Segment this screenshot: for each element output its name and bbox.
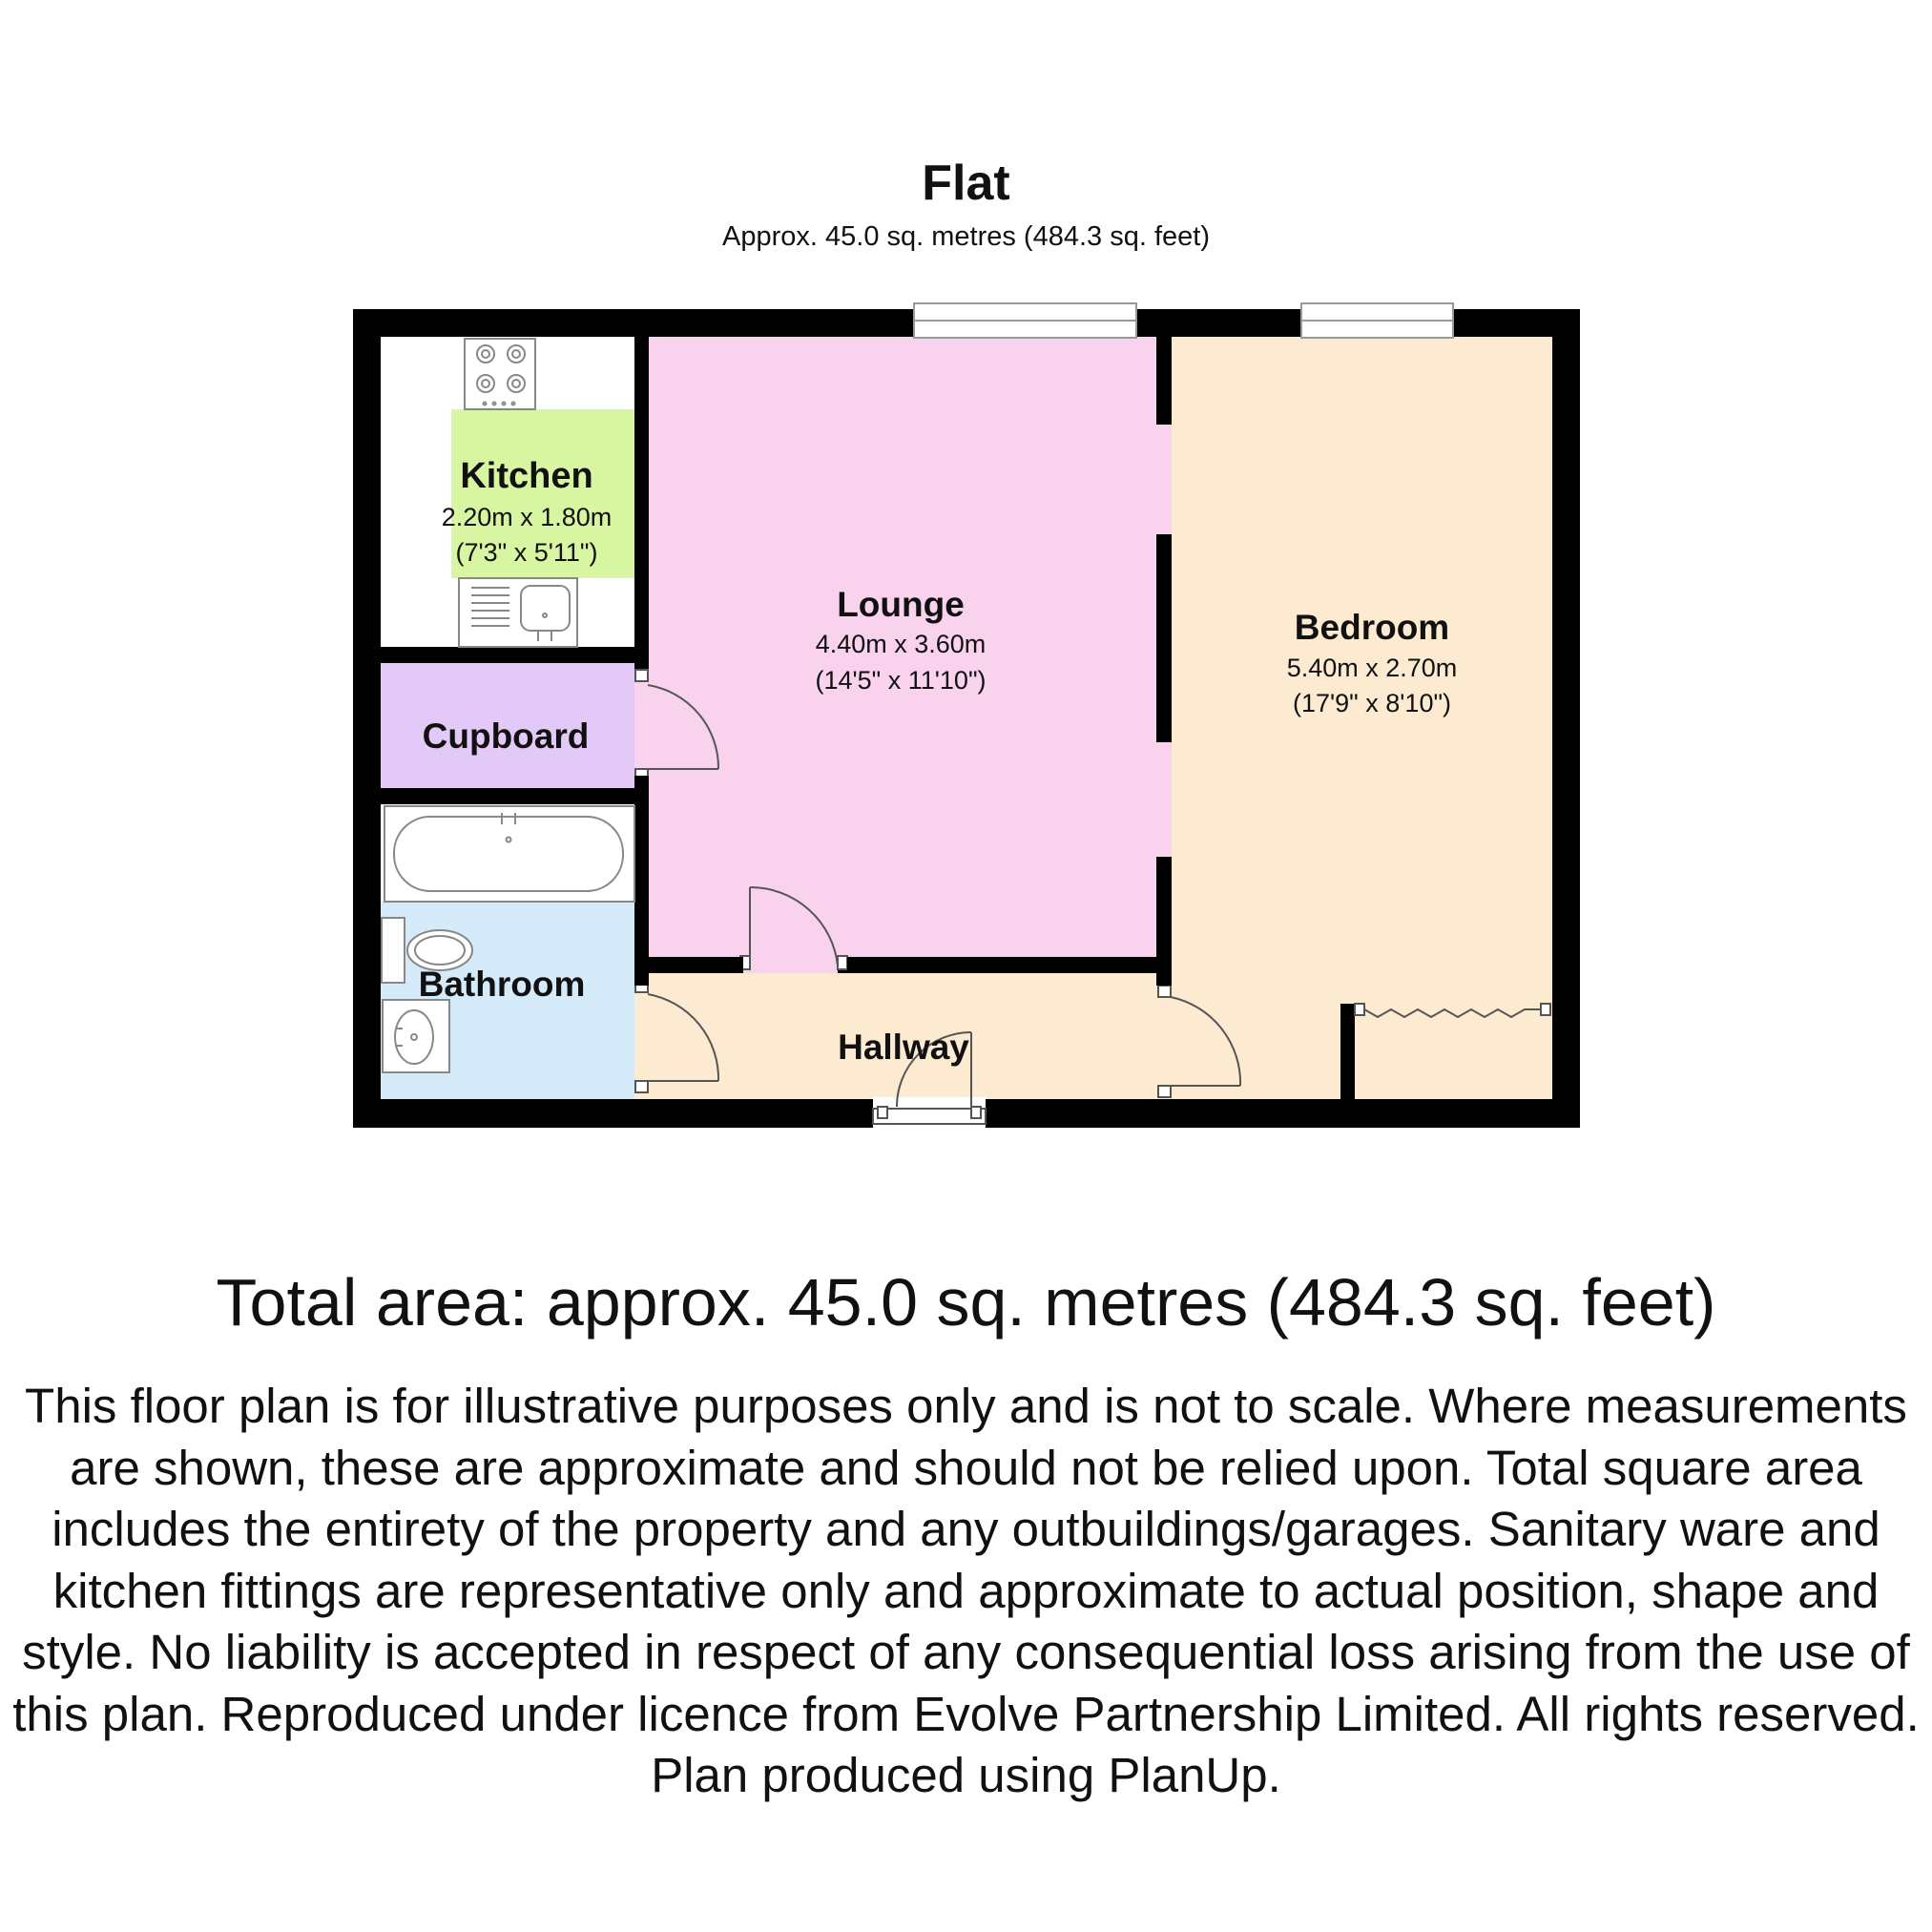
hob-icon [465, 339, 535, 409]
plan-subtitle: Approx. 45.0 sq. metres (484.3 sq. feet) [722, 221, 1210, 252]
bedroom-door-gap [1156, 986, 1172, 1092]
wall-lounge-left [634, 776, 649, 986]
bathroom-door-gap [634, 986, 649, 1091]
bath-icon [384, 806, 634, 902]
disclaimer-text: This floor plan is for illustrative purposes only and is not to scale. Where measurements are shown, these are approximate and should not be relied upon. Total square area includes the entirety of the property and any outbuildings/garages. Sanitary ware and kitchen fittings are representative only and approximate to actual position, shape and style. No liability is accepted in respect of any consequential loss arising from the use of this plan. Reproduced under licence from Evolve Partnership Limited. All rights reserved. [12, 1379, 1920, 1741]
lounge-size-imperial: (14'5" x 11'10") [815, 666, 987, 695]
kitchen-sink-icon [459, 578, 577, 647]
disclaimer [10, 1376, 1922, 1807]
lounge-door-gap [743, 957, 838, 973]
cupboard-name: Cupboard [422, 717, 590, 756]
wall-cupboard-bathroom [381, 788, 649, 804]
wall-bedroom-wardrobe [1340, 1004, 1355, 1099]
wardrobe-floor [1355, 1004, 1552, 1099]
lounge-opening-lower [1150, 742, 1172, 857]
bedroom-floor [1172, 337, 1552, 1099]
kitchen-label [442, 456, 613, 567]
wall-lounge-bedroom-1 [1156, 337, 1172, 425]
hallway-name: Hallway [838, 1028, 969, 1067]
window-bedroom [1301, 303, 1453, 338]
kitchen-size-metric: 2.20m x 1.80m [441, 503, 613, 531]
plan-title: Flat [922, 156, 1010, 211]
bedroom-label [1287, 608, 1458, 717]
wall-kitchen-lounge-upper [634, 337, 649, 408]
wall-lounge-bedroom-3 [1156, 857, 1172, 986]
produced-by: Plan produced using PlanUp. [651, 1748, 1281, 1802]
lounge-label [815, 585, 986, 695]
lounge-opening [1150, 425, 1172, 534]
bedroom-size-metric: 5.40m x 2.70m [1286, 654, 1458, 682]
wall-lounge-bedroom-2 [1156, 534, 1172, 742]
kitchen-name: Kitchen [460, 456, 593, 496]
wall-kitchen-cupboard [381, 647, 649, 663]
total-area: Total area: approx. 45.0 sq. metres (484.3 sq. feet) [216, 1265, 1716, 1340]
bedroom-size-imperial: (17'9" x 8'10") [1292, 689, 1452, 717]
basin-icon [383, 1000, 449, 1072]
wall-lounge-hallway-right [847, 957, 1157, 973]
cupboard-door-gap [634, 675, 649, 776]
bathroom-name: Bathroom [418, 965, 586, 1004]
bedroom-name: Bedroom [1294, 608, 1450, 647]
lounge-size-metric: 4.40m x 3.60m [815, 630, 987, 658]
kitchen-size-imperial: (7'3" x 5'11") [455, 538, 598, 567]
wall-lounge-hallway-left [634, 957, 743, 973]
lounge-name: Lounge [837, 585, 965, 624]
window-lounge [914, 303, 1136, 338]
